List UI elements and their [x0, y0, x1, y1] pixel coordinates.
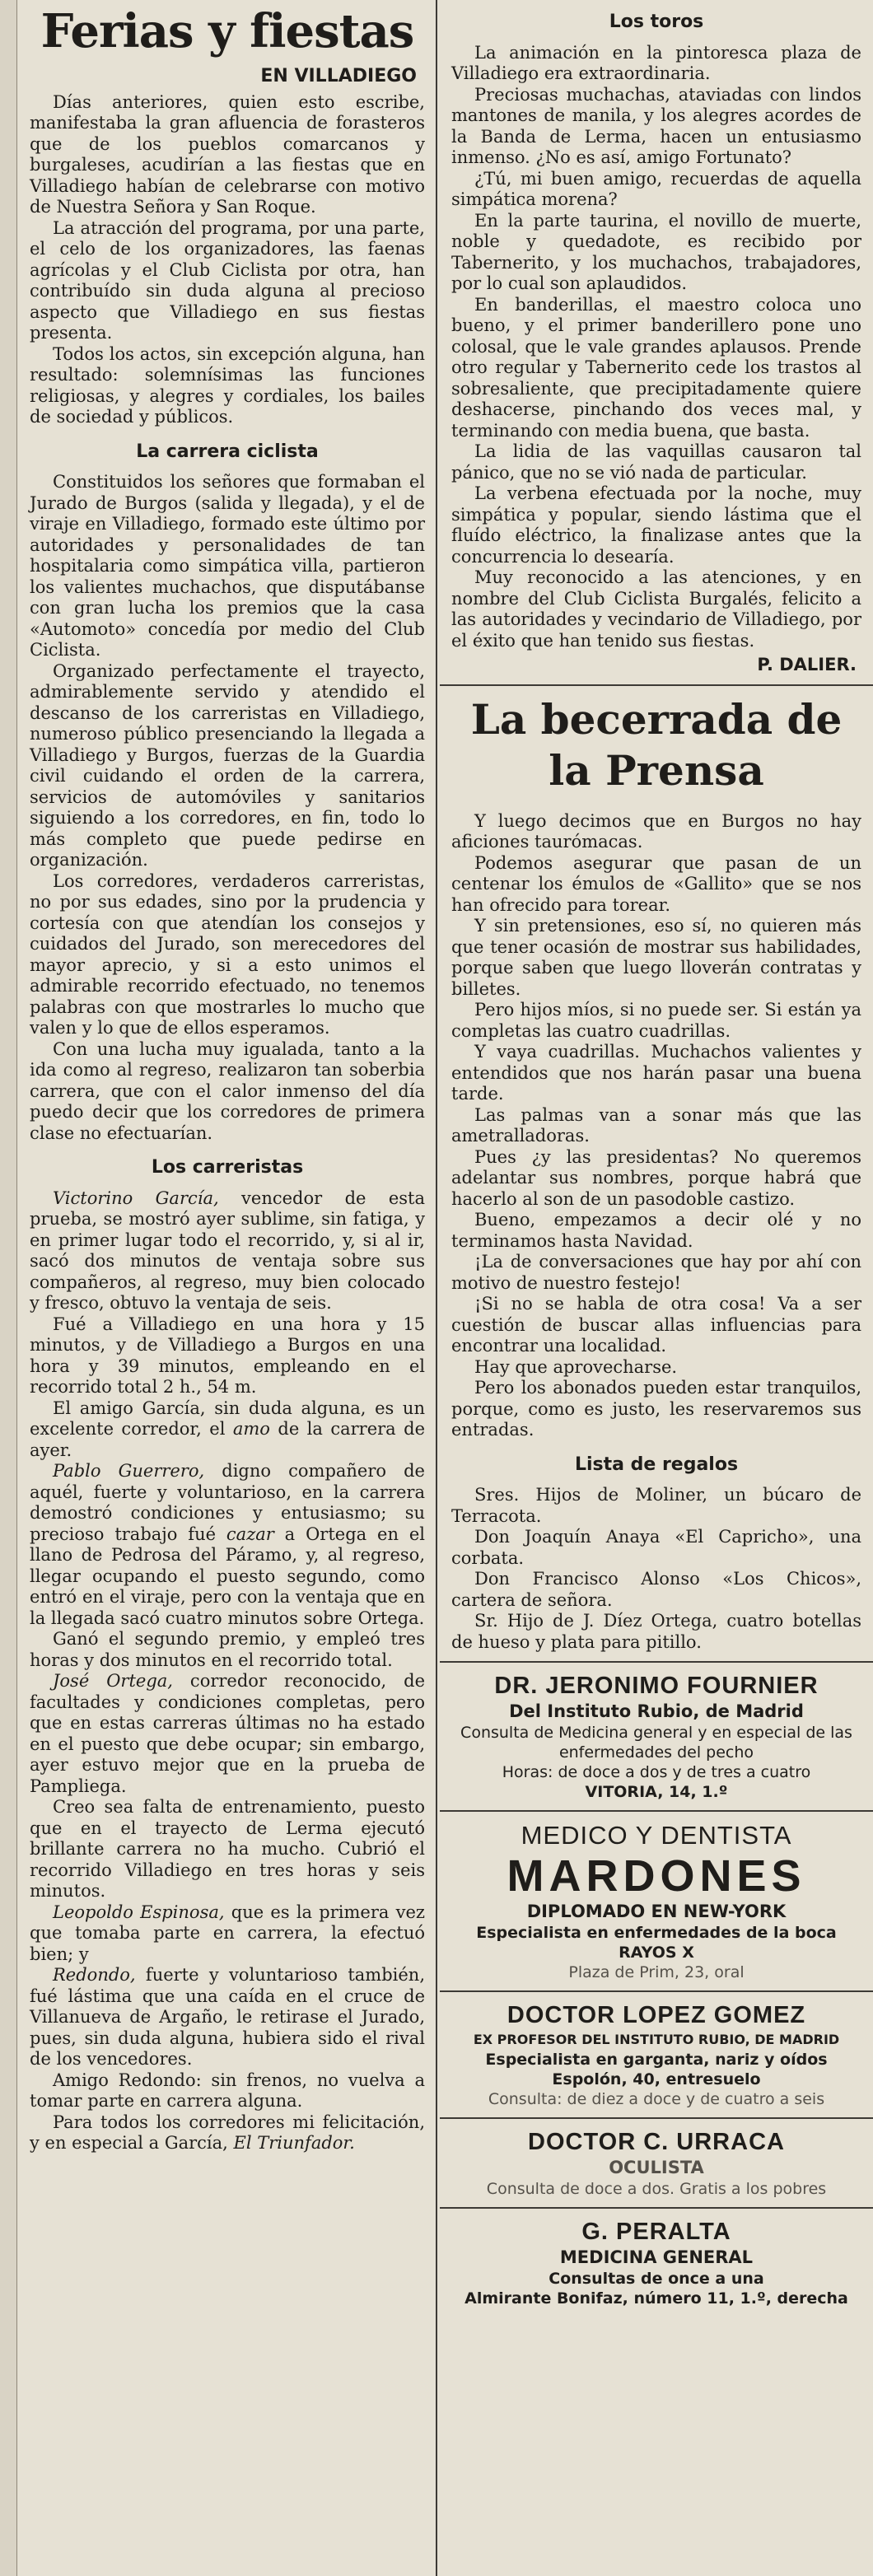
emphasis: cazar — [226, 1524, 274, 1544]
section-divider — [440, 1661, 873, 1663]
right-column — [440, 0, 873, 2308]
list-item: Sr. Hijo de J. Díez Ortega, cuatro botellas de hueso y plata para pitillo. — [451, 1611, 861, 1652]
section-divider — [440, 684, 873, 686]
paragraph — [30, 1461, 425, 1629]
list-item: Sres. Hijos de Moliner, un búcaro de Terracota. — [451, 1485, 861, 1526]
ad-address: Espolón, 40, entresuelo — [552, 2070, 761, 2088]
section-divider — [440, 2117, 873, 2119]
ad-line: RAYOS X — [619, 1944, 694, 1962]
paragraph: Muy reconocido a las atenciones, y en nombre del Club Ciclista Burgalés, felicito a las autoridades y vecindario de Villadiego, por el éxito que han tenido sus fiestas. — [451, 567, 861, 651]
ad-doctor-name: DOCTOR C. URRACA — [528, 2129, 785, 2155]
ad-line: Consulta de Medicina general y en especial de las enfermedades del pecho — [460, 1724, 852, 1762]
ad-urraca — [451, 2127, 861, 2199]
section-heading-regalos: Lista de regalos — [574, 1454, 739, 1475]
ad-subtitle: OCULISTA — [609, 2158, 704, 2177]
left-margin-strip — [0, 0, 17, 2576]
paragraph-text: digno compañero de aquél, fuerte y voluntarioso, en la carrera demostró condiciones y entusiasmo; su precioso trabajo fué — [30, 1461, 425, 1544]
rider-name: Pablo Guerrero, — [53, 1461, 205, 1481]
gift-list — [451, 1485, 861, 1653]
paragraph: Pero los abonados pueden estar tranquilos, porque, como es justo, les reservaremos sus entradas. — [451, 1378, 861, 1440]
rider-name: Leopoldo Espinosa, — [53, 1902, 225, 1922]
ad-doctor-name: DR. JERONIMO FOURNIER — [494, 1673, 819, 1699]
paragraph-text: que es la primera vez que tomaba parte en carrera, la efectuó bien; y — [30, 1902, 425, 1964]
paragraph-text: fuerte y voluntarioso también, fué lástima que una caída en el cruce de Villanueva de Argaño, le retirase el Jurado, pues, sin duda alguna, hubiera sido el rival de los vencedores. — [30, 1965, 425, 2069]
paragraph: Creo sea falta de entrenamiento, puesto que en el trayecto de Lerma ejecutó brillante carrera no ha mucho. Cubrió el recorrido Villadiego en tres horas y seis minutos. — [30, 1797, 425, 1901]
ad-line: EX PROFESOR DEL INSTITUTO RUBIO, DE MADRID — [473, 2032, 840, 2047]
paragraph: Podemos asegurar que pasan de un centenar los émulos de «Gallito» que se nos han ofrecido para torear. — [451, 852, 861, 915]
paragraph-text: Para todos los corredores mi felicitación, y en especial a García, — [30, 2112, 425, 2153]
article-title: Ferias y fiestas — [40, 4, 414, 58]
ad-address: Almirante Bonifaz, número 11, 1.º, derecha — [465, 2289, 848, 2308]
ad-heading: MEDICO Y DENTISTA — [521, 1821, 792, 1850]
ad-line: Consulta de doce a dos. Gratis a los pobres — [486, 2180, 827, 2198]
paragraph: Organizado perfectamente el trayecto, admirablemente servido y atendido el descanso de los carreristas en Villadiego, numeroso público presenciando la llegada a Villadiego y Burgos, fuerzas de la Guardia civil cuidando el orden de la carrera, servicios de automóviles y sanitarios siguiendo a los corredores, en fin, todo lo más completo que puede pedirse en organización. — [30, 660, 425, 870]
paragraph: Los corredores, verdaderos carreristas, no por sus edades, sino por la prudencia y cortesía con que atendían los consejos y cuidados del Jurado, son merecedores del mayor aprecio, y si a esto unimos el admirable recorrido efectuado, no tenemos palabras con que mostrarles lo mucho que valen y lo que de ellos esperamos. — [30, 870, 425, 1038]
ad-line: Consultas de once a una — [549, 2270, 764, 2288]
paragraph: Días anteriores, quien esto escribe, manifestaba la gran afluencia de forasteros que de los pueblos comarcanos y burgaleses, acudirían a las fiestas que en Villadiego habían de celebrarse con motivo de Nuestra Señora y San Roque. — [30, 91, 425, 217]
paragraph: Fué a Villadiego en una hora y 15 minutos, y de Villadiego a Burgos en una hora y 39 minutos, empleando en el recorrido total 2 h., 54 m. — [30, 1314, 425, 1397]
paragraph: Y luego decimos que en Burgos no hay aficiones taurómacas. — [451, 810, 861, 852]
paragraph: ¿Tú, mi buen amigo, recuerdas de aquella simpática morena? — [451, 168, 861, 209]
section-divider — [440, 1810, 873, 1812]
ad-subtitle: MEDICINA GENERAL — [559, 2247, 754, 2267]
list-item: Don Joaquín Anaya «El Capricho», una corbata. — [451, 1527, 861, 1568]
becerrada-title: La becerrada de la Prensa — [470, 694, 843, 795]
paragraph-text: a Ortega en el llano de Pedrosa del Páramo, y, al regreso, llegar ocupando el puesto segundo, como entró en el viraje, pero con la ventaja que en la llegada sacó cuatro minutos sobre Ortega. — [30, 1524, 425, 1628]
ad-doctor-name: MARDONES — [507, 1851, 806, 1901]
ad-line: Consulta: de diez a doce y de cuatro a seis — [488, 2090, 825, 2108]
ad-subtitle: DIPLOMADO EN NEW-YORK — [526, 1902, 787, 1921]
paragraph: Todos los actos, sin excepción alguna, han resultado: solemnísimas las funciones religiosas, y alegres y cordiales, los bailes de sociedad y públicos. — [30, 343, 425, 427]
section-divider — [440, 1990, 873, 1992]
paragraph — [30, 2112, 425, 2154]
ad-peralta — [451, 2217, 861, 2308]
ad-address: Plaza de Prim, 23, oral — [568, 1963, 745, 1981]
paragraph: Preciosas muchachas, ataviadas con lindos mantones de manila, y los alegres acordes de la Banda de Lerma, hacen un entusiasmo inmenso. ¿No es así, amigo Fortunato? — [451, 84, 861, 167]
paragraph — [30, 1671, 425, 1797]
paragraph: Y vaya cuadrillas. Muchachos valientes y entendidos que nos harán pasar una buena tarde. — [451, 1042, 861, 1104]
section-divider — [440, 2207, 873, 2209]
section-heading-toros: Los toros — [609, 12, 704, 32]
ad-line: Especialista en enfermedades de la boca — [476, 1924, 837, 1942]
paragraph: Amigo Redondo: sin frenos, no vuelva a tomar parte en carrera alguna. — [30, 2070, 425, 2111]
article-dateline: EN VILLADIEGO — [260, 66, 417, 86]
ad-address: VITORIA, 14, 1.º — [585, 1783, 728, 1801]
ad-lopez-gomez — [451, 2000, 861, 2109]
paragraph — [30, 1965, 425, 2070]
ad-line: Horas: de doce a dos y de tres a cuatro — [502, 1763, 811, 1781]
rider-name: Victorino García, — [53, 1188, 219, 1208]
paragraph: Y sin pretensiones, eso sí, no quieren más que tener ocasión de mostrar sus habilidades, porque saben que luego lloverán contratas y billetes. — [451, 916, 861, 999]
ad-subtitle: Del Instituto Rubio, de Madrid — [509, 1701, 804, 1721]
paragraph: En banderillas, el maestro coloca uno bueno, y el primer banderillero pone uno colosal, que le vale grandes aplausos. Prende otro regular y Tabernerito cede los trastos al sobresaliente, que precipitadamente quiere deshacerse, pinchando dos veces mal, y terminando con media buena, que basta. — [451, 294, 861, 441]
paragraph: Hay que aprovecharse. — [474, 1356, 678, 1377]
section-heading-carreristas: Los carreristas — [151, 1157, 304, 1178]
paragraph: En la parte taurina, el novillo de muerte, noble y quedadote, es recibido por Tabernerito, y los muchachos, trabajadores, por lo cual son aplaudidos. — [451, 210, 861, 293]
paragraph: Las palmas van a sonar más que las ametralladoras. — [451, 1104, 861, 1146]
paragraph-text: El amigo García, sin duda alguna, es un excelente corredor, el — [30, 1398, 425, 1439]
paragraph-text: de la carrera de ayer. — [30, 1419, 425, 1460]
ad-doctor-name: DOCTOR LOPEZ GOMEZ — [507, 2002, 806, 2028]
paragraph: Constituidos los señores que formaban el Jurado de Burgos (salida y llegada), y el de viraje en Villadiego, formado este último por autoridades y personalidades de tan hospitalaria como simpática villa, partieron los valientes muchachos, que disputábanse con gran lucha los premios que la casa «Automoto» concedía por medio del Club Ciclista. — [30, 472, 425, 660]
paragraph — [30, 1398, 425, 1462]
rider-name: Redondo, — [53, 1965, 136, 1985]
paragraph: La atracción del programa, por una parte, el celo de los organizadores, las faenas agrícolas y el Club Ciclista por otra, han contribuído sin duda alguna al precioso aspecto que Villadiego en sus fiestas presenta. — [30, 217, 425, 343]
section-heading-carrera: La carrera ciclista — [136, 441, 319, 462]
left-column — [18, 0, 436, 2154]
ad-line: Especialista en garganta, nariz y oídos — [485, 2051, 828, 2069]
list-item: Don Francisco Alonso «Los Chicos», cartera de señora. — [451, 1569, 861, 1610]
paragraph: Pues ¿y las presidentas? No queremos adelantar sus nombres, porque habrá que hacerlo al son de un pasodoble castizo. — [451, 1146, 861, 1209]
ad-fournier — [451, 1671, 861, 1802]
paragraph — [30, 1188, 425, 1314]
emphasis: amo — [232, 1419, 270, 1439]
paragraph: La verbena efectuada por la noche, muy simpática y popular, siendo lástima que el fluído eléctrico, la finalizase antes que la concurrencia lo desearía. — [451, 483, 861, 567]
ad-doctor-name: G. PERALTA — [581, 2219, 731, 2245]
rider-name: José Ortega, — [53, 1671, 173, 1691]
paragraph-text: vencedor de esta prueba, se mostró ayer sublime, sin fatiga, y en primer lugar todo el recorrido, y, si al ir, sacó dos minutos de ventaja sobre sus compañeros, al regreso, muy bien colocado y fresco, obtuvo la ventaja de seis. — [30, 1188, 425, 1313]
author-signature: P. DALIER. — [757, 655, 857, 674]
paragraph — [30, 1902, 425, 1966]
paragraph: Ganó el segundo premio, y empleó tres horas y dos minutos en el recorrido total. — [30, 1629, 425, 1670]
paragraph-text: corredor reconocido, de facultades y condiciones completas, pero que en estas carreras últimas no ha estado en el puesto que debe ocupar; sin embargo, ayer estuvo mejor que en la prueba de Pampliega. — [30, 1671, 426, 1796]
ad-mardones — [451, 1820, 861, 1982]
paragraph: La lidia de las vaquillas causaron tal pánico, que no se vió nada de particular. — [451, 441, 861, 483]
emphasis: El Triunfador. — [233, 2133, 355, 2153]
paragraph: Bueno, empezamos a decir olé y no terminamos hasta Navidad. — [451, 1210, 861, 1251]
paragraph: ¡La de conversaciones que hay por ahí con motivo de nuestro festejo! — [451, 1252, 861, 1293]
paragraph: Pero hijos míos, si no puede ser. Si están ya completas las cuatro cuadrillas. — [451, 1000, 861, 1041]
paragraph: Con una lucha muy igualada, tanto a la ida como al regreso, realizaron tan soberbia carrera, que con el calor inmenso del día puedo decir que los corredores de primera clase no efectuarían. — [30, 1038, 425, 1143]
paragraph: La animación en la pintoresca plaza de Villadiego era extraordinaria. — [451, 42, 861, 83]
paragraph: ¡Si no se habla de otra cosa! Va a ser cuestión de buscar allas influencias para encontrar una localidad. — [451, 1294, 861, 1356]
